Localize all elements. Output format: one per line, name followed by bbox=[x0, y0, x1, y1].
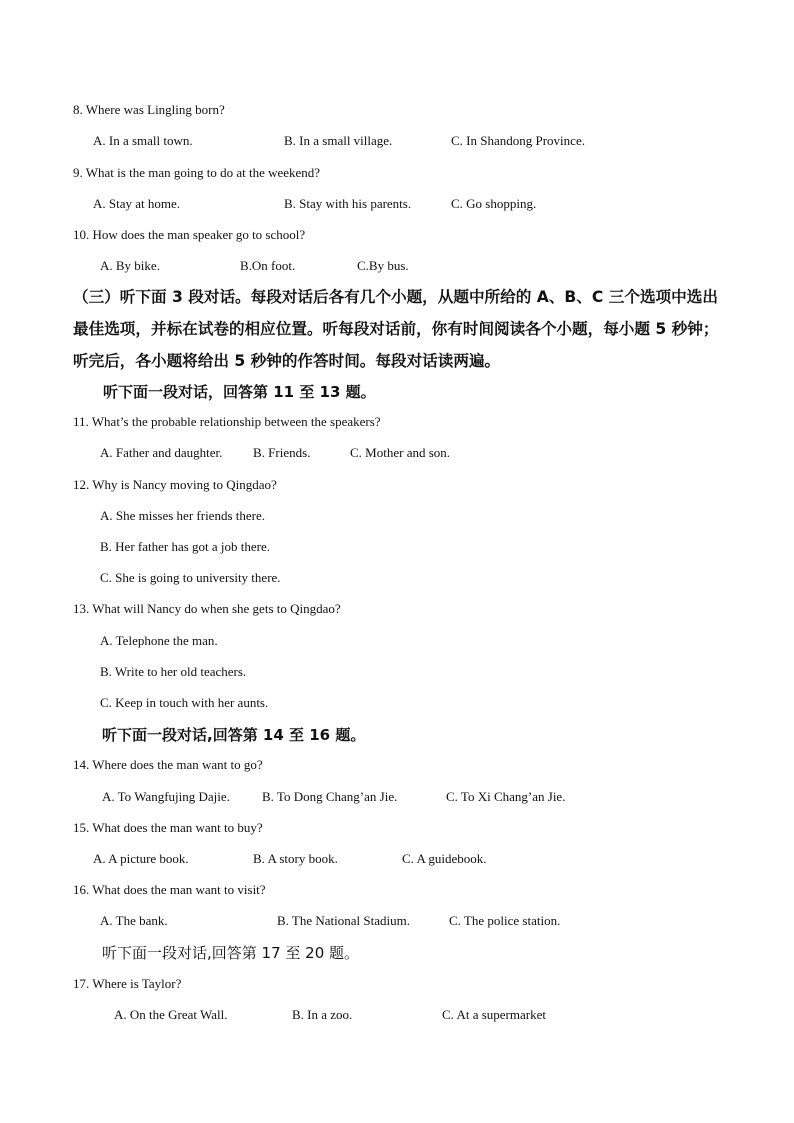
question-15-stem: 15. What does the man want to buy? bbox=[73, 820, 263, 835]
question-9-option-c: C. Go shopping. bbox=[451, 196, 537, 211]
question-9-option-a: A. Stay at home. bbox=[93, 196, 181, 211]
question-8-option-a: A. In a small town. bbox=[93, 133, 193, 148]
question-14-option-b: B. To Dong Chang’an Jie. bbox=[262, 789, 398, 804]
question-13-option-a: A. Telephone the man. bbox=[100, 633, 218, 648]
question-14-stem: 14. Where does the man want to go? bbox=[73, 757, 263, 772]
question-12-option-a: A. She misses her friends there. bbox=[100, 508, 265, 523]
question-11-option-c: C. Mother and son. bbox=[350, 445, 451, 460]
question-15-option-c: C. A guidebook. bbox=[402, 851, 487, 866]
question-10-option-c: C.By bus. bbox=[357, 258, 409, 273]
section-3-instruction-line-1: （三）听下面 3 段对话。每段对话后各有几个小题，从题中所给的 A、B、C 三个选项中选出 bbox=[73, 288, 718, 306]
question-16-option-c: C. The police station. bbox=[449, 913, 561, 928]
question-8-option-b: B. In a small village. bbox=[284, 133, 393, 148]
question-17-option-b: B. In a zoo. bbox=[292, 1007, 353, 1022]
dialog-1-heading: 听下面一段对话，回答第 11 至 13 题。 bbox=[103, 383, 376, 401]
question-11-option-a: A. Father and daughter. bbox=[100, 445, 223, 460]
question-8-option-c: C. In Shandong Province. bbox=[451, 133, 585, 148]
question-13-option-c: C. Keep in touch with her aunts. bbox=[100, 695, 269, 710]
question-16-option-b: B. The National Stadium. bbox=[277, 913, 410, 928]
section-3-instruction-line-2: 最佳选项，并标在试卷的相应位置。听每段对话前，你有时间阅读各个小题，每小题 5 秒钟； bbox=[73, 320, 719, 338]
question-9-option-b: B. Stay with his parents. bbox=[284, 196, 412, 211]
question-9-stem: 9. What is the man going to do at the weekend? bbox=[73, 165, 321, 180]
question-17-option-a: A. On the Great Wall. bbox=[114, 1007, 228, 1022]
question-14-option-a: A. To Wangfujing Dajie. bbox=[102, 789, 230, 804]
question-12-option-c: C. She is going to university there. bbox=[100, 570, 281, 585]
section-3-instruction-line-3: 听完后，各小题将给出 5 秒钟的作答时间。每段对话读两遍。 bbox=[73, 352, 501, 370]
question-15-option-a: A. A picture book. bbox=[93, 851, 189, 866]
question-8-stem: 8. Where was Lingling born? bbox=[73, 102, 225, 117]
question-10-stem: 10. How does the man speaker go to school? bbox=[73, 227, 306, 242]
question-17-option-c: C. At a supermarket bbox=[442, 1007, 546, 1022]
question-10-option-b: B.On foot. bbox=[240, 258, 296, 273]
question-13-stem: 13. What will Nancy do when she gets to Qingdao? bbox=[73, 601, 341, 616]
question-10-option-a: A. By bike. bbox=[100, 258, 160, 273]
dialog-2-heading: 听下面一段对话,回答第 14 至 16 题。 bbox=[102, 726, 366, 744]
question-15-option-b: B. A story book. bbox=[253, 851, 338, 866]
question-16-option-a: A. The bank. bbox=[100, 913, 168, 928]
dialog-3-heading: 听下面一段对话,回答第 17 至 20 题。 bbox=[102, 944, 360, 962]
question-13-option-b: B. Write to her old teachers. bbox=[100, 664, 247, 679]
question-12-stem: 12. Why is Nancy moving to Qingdao? bbox=[73, 477, 277, 492]
question-12-option-b: B. Her father has got a job there. bbox=[100, 539, 271, 554]
question-16-stem: 16. What does the man want to visit? bbox=[73, 882, 266, 897]
question-17-stem: 17. Where is Taylor? bbox=[73, 976, 182, 991]
question-11-stem: 11. What’s the probable relationship between the speakers? bbox=[73, 414, 381, 429]
question-14-option-c: C. To Xi Chang’an Jie. bbox=[446, 789, 566, 804]
question-11-option-b: B. Friends. bbox=[253, 445, 311, 460]
